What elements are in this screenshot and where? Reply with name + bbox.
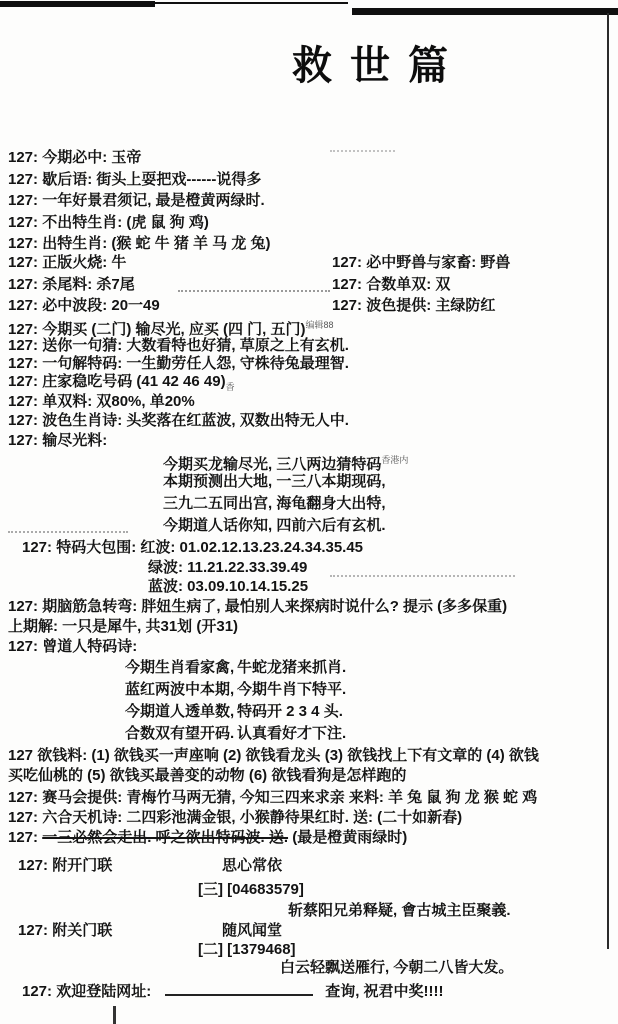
right-border xyxy=(607,13,609,949)
poem2-line3-left: 今期道人透单数, xyxy=(125,703,235,720)
scan-noise-right xyxy=(330,575,515,577)
poem2-line3-right: 特码开 2 3 4 头. xyxy=(237,703,343,720)
couplet-close-label: 127: 附关门联 xyxy=(18,922,113,939)
row-fire-beast xyxy=(8,253,610,273)
hongkong-watermark: 香港内 xyxy=(381,455,409,465)
line-wave-zodiac-poem: 127: 波色生肖诗: 头奖落在红蓝波, 双数出特无人中. xyxy=(8,412,349,429)
line-number-range: 127: 必中波段: 20一49 xyxy=(8,297,160,314)
couplet-close-code: [二] [1379468] xyxy=(198,941,296,958)
line-jockey-club: 127: 赛马会提供: 青梅竹马两无猜, 今知三四来求亲 来料: 羊 兔 鼠 狗 龙 猴 蛇 鸡 xyxy=(8,789,538,806)
couplet-close-headline: 随风闻堂 xyxy=(222,922,283,939)
footer-line xyxy=(22,982,444,1002)
line-xiehouyu: 127: 歇后语: 街头上耍把戏------说得多 xyxy=(8,171,262,188)
couplet-open-verse: 斩蔡阳兄弟释疑, 會古城主臣聚義. xyxy=(288,902,511,919)
website-blank-underline xyxy=(165,982,313,996)
row-range-color xyxy=(8,296,610,316)
line-year-verse: 127: 一年好景君须记, 最是橙黄两绿时. xyxy=(8,192,265,209)
line-doors-text: 127: 今期买 (二门) 输尽光, 应买 (四 门, 五门) xyxy=(8,321,306,338)
poem1-line4: 今期道人话你知, 四前六后有玄机. xyxy=(163,517,386,534)
line-waves-green: 绿波: 11.21.22.33.39.49 xyxy=(148,559,308,576)
line-brain-teaser: 127: 期脑筋急转弯: 胖妞生病了, 最怕别人来探病时说什么? 提示 (多多保重) xyxy=(8,598,508,615)
scan-noise-left xyxy=(8,531,128,533)
poem1-line3: 三九二五同出宫, 海龟翻身大出特, xyxy=(163,495,386,512)
row-tail-oddeven xyxy=(8,275,610,295)
line-sentence-riddle: 127: 一句解特码: 一生勤劳任人怨, 守株待兔最理智. xyxy=(8,355,349,372)
struck-text: 一三必然会走出. 呼之欲出特码波. 送. xyxy=(42,829,289,846)
line-included-zodiac: 127: 出特生肖: (猴 蛇 牛 猪 羊 马 龙 兔) xyxy=(8,235,271,252)
line-yuqian-1: 127 欲钱料: (1) 欲钱买一声座响 (2) 欲钱看龙头 (3) 欲钱找上下有文章的 (4) 欲钱 xyxy=(8,747,539,764)
top-border-right xyxy=(352,8,618,15)
couplet-open-label: 127: 附开门联 xyxy=(18,857,113,874)
line-must-hit: 127: 今期必中: 玉帝 xyxy=(8,149,142,166)
poem2-line4-right: 认真看好才下注. xyxy=(237,725,347,742)
line-wild-domestic: 127: 必中野兽与家畜: 野兽 xyxy=(332,254,511,271)
line-sum-oddeven: 127: 合数单双: 双 xyxy=(332,276,451,293)
poem2-line3 xyxy=(125,702,343,722)
line-oddeven-ratio: 127: 单双料: 双80%, 单20% xyxy=(8,393,195,410)
line-waves-blue: 蓝波: 03.09.10.14.15.25 xyxy=(148,578,309,595)
scan-noise-top xyxy=(330,150,395,152)
couplet-open-headline: 思心常依 xyxy=(222,857,283,874)
line-banker-text: 127: 庄家稳吃号码 (41 42 46 49) xyxy=(8,373,226,390)
poem2-line2 xyxy=(125,680,346,700)
line-shujinguang-label: 127: 输尽光料: xyxy=(8,432,108,449)
poem2-line1 xyxy=(125,658,346,678)
poem1-line2: 本期预测出大地, 一三八本期现码, xyxy=(163,473,386,490)
bottom-tick-mark xyxy=(113,1006,116,1024)
line-hint: 127: 送你一句猜: 大数看特也好猜, 草原之上有玄机. xyxy=(8,337,349,354)
line-wave-color: 127: 波色提供: 主绿防红 xyxy=(332,297,496,314)
poem2-line2-right: 今期牛肖下特平. xyxy=(237,681,347,698)
struck-tail: (最是橙黄雨绿时) xyxy=(288,829,408,846)
top-border-left xyxy=(0,1,155,7)
struck-prefix: 127: xyxy=(8,829,43,846)
poem2-line4-left: 合数双有望开码. xyxy=(125,725,235,742)
waves-red-numbers: 红波: 01.02.12.13.23.24.34.35.45 xyxy=(140,539,364,556)
line-kill-tail: 127: 杀尾料: 杀7尾 xyxy=(8,276,135,293)
line-excluded-zodiac: 127: 不出特生肖: (虎 鼠 狗 鸡) xyxy=(8,214,209,231)
editor-watermark: 编辑88 xyxy=(305,320,334,330)
poem1-line1-text: 今期买龙输尽光, 三八两边猜特码 xyxy=(163,456,382,473)
poem2-line1-left: 今期生肖看家禽, xyxy=(125,659,235,676)
line-struck xyxy=(8,828,407,848)
line-yuqian-2: 买吃仙桃的 (5) 欲钱买最善变的动物 (6) 欲钱看狗是怎样跑的 xyxy=(8,767,407,784)
couplet-close-verse: 白云轻飘送雁行, 今朝二八皆大发。 xyxy=(280,959,514,976)
footer-suffix: 查询, 祝君中奖!!!! xyxy=(325,983,444,1000)
line-waves-red xyxy=(22,538,363,558)
footer-prefix: 127: 欢迎登陆网址: xyxy=(22,983,152,1000)
waves-label: 127: 特码大包围: xyxy=(22,539,137,556)
page-title: 救世篇 xyxy=(292,42,466,89)
line-zengdaoren-label: 127: 曾道人特码诗: xyxy=(8,638,138,655)
line-fire: 127: 正版火烧: 牛 xyxy=(8,254,127,271)
poem2-line2-left: 蓝红两波中本期, xyxy=(125,681,235,698)
line-liuhe-poem: 127: 六合天机诗: 二四彩池满金银, 小猴静待果红时. 送: (二十如新春) xyxy=(8,809,463,826)
couplet-open-code: [三] [04683579] xyxy=(198,881,304,898)
banker-submark: 香 xyxy=(225,382,235,392)
poem2-line1-right: 牛蛇龙猪来抓肖. xyxy=(237,659,347,676)
poem2-line4 xyxy=(125,724,346,744)
line-last-issue-answer: 上期解: 一只是犀牛, 共31划 (开31) xyxy=(8,618,239,635)
